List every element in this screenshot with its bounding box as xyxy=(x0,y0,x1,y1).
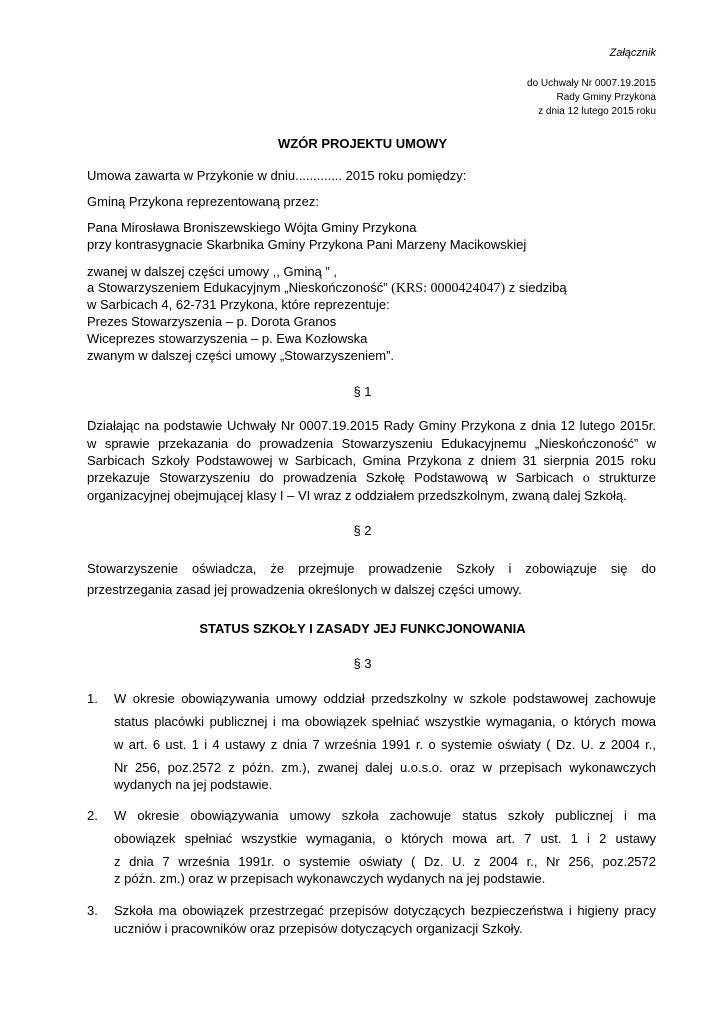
section-1-line-1: Działając na podstawie Uchwały Nr 0007.19.2015 Rady Gminy Przykona z dnia 12 lutego 2015r. xyxy=(87,418,656,433)
intro-line-9: Wiceprezes stowarzyszenia – p. Ewa Kozłowska xyxy=(87,331,368,346)
attachment-label: Załącznik xyxy=(609,47,656,59)
intro-line-4: przy kontrasygnacie Skarbnika Gminy Przykona Pani Marzeny Macikowskiej xyxy=(87,237,527,252)
intro-line-10: zwanym w dalszej części umowy „Stowarzyszeniem”. xyxy=(87,348,395,363)
krs-number: (KRS: 0000424047) xyxy=(391,281,506,296)
list-item-1-line-4: Nr 256, poz.2572 z późn. zm.), zwanej dalej u.o.s.o. oraz w przepisach wykonawczych xyxy=(114,760,656,775)
resolution-reference: do Uchwały Nr 0007.19.2015 xyxy=(527,78,656,89)
section-1-line-4 xyxy=(87,470,656,487)
status-subtitle: STATUS SZKOŁY I ZASADY JEJ FUNKCJONOWANIA xyxy=(199,621,526,636)
section-1-heading: § 1 xyxy=(353,384,372,399)
seat-label: z siedzibą xyxy=(505,280,567,295)
intro-line-7: w Sarbicach 4, 62-731 Przykona, które reprezentuje: xyxy=(87,297,390,312)
section-1-line-3: Sarbicach Szkoły Podstawowej w Sarbicach, Gmina Przykona z dniem 31 sierpnia 2015 roku xyxy=(87,453,656,468)
section-2-line-1: Stowarzyszenie oświadcza, że przejmuje prowadzenie Szkoły i zobowiązuje się do xyxy=(87,561,656,576)
list-item-3-line-1: Szkoła ma obowiązek przestrzegać przepisów dotyczących bezpieczeństwa i higieny pracy xyxy=(114,903,656,918)
list-item-2-line-4: z późn. zm.) oraz w przepisach wykonawczych wydanych na jej podstawie. xyxy=(114,871,546,886)
list-item-2-line-1: W okresie obowiązywania umowy szkoła zachowuje status szkoły publicznej i ma xyxy=(114,808,656,823)
section-3-heading: § 3 xyxy=(353,656,372,671)
list-item-1-line-1: W okresie obowiązywania umowy oddział przedszkolny w szkole podstawowej zachowuje xyxy=(114,691,656,706)
list-item-1-line-5: wydanych na jej podstawie. xyxy=(114,777,273,792)
intro-line-8: Prezes Stowarzyszenia – p. Dorota Granos xyxy=(87,314,337,329)
document-title: WZÓR PROJEKTU UMOWY xyxy=(278,136,447,151)
section-2-heading: § 2 xyxy=(353,523,372,538)
intro-line-1: Umowa zawarta w Przykonie w dniu............. 2015 roku pomiędzy: xyxy=(87,168,467,183)
intro-line-6 xyxy=(87,280,567,297)
council-reference: Rady Gminy Przykona xyxy=(556,92,656,103)
intro-line-3: Pana Mirosława Broniszewskiego Wójta Gminy Przykona xyxy=(87,220,417,235)
section-2-line-2: przestrzegania zasad jej prowadzenia określonych w dalszej części umowy. xyxy=(87,582,522,597)
list-item-1-line-3: w art. 6 ust. 1 i 4 ustawy z dnia 7 września 1991 r. o systemie oświaty ( Dz. U. z 2004 r., xyxy=(114,737,656,752)
association-name: a Stowarzyszeniem Edukacyjnym „Nieskończoność” xyxy=(87,280,392,295)
date-reference: z dnia 12 lutego 2015 roku xyxy=(538,106,656,117)
list-item-1-line-2: status placówki publicznej i ma obowiązek spełniać wszystkie wymagania, o których mowa xyxy=(114,714,656,729)
list-item-2-number: 2. xyxy=(87,808,98,823)
list-item-1-number: 1. xyxy=(87,691,98,706)
section-1-line-2: w sprawie przekazania do prowadzenia Stowarzyszeniu Edukacyjnemu „Nieskończoność” w xyxy=(87,436,656,451)
section-1-line-5: organizacyjnej obejmującej klasy I – VI wraz z oddziałem przedszkolnym, zwaną dalej Szkołą. xyxy=(87,488,627,503)
section-1-line-4-text: przekazuje Stowarzyszeniu do prowadzenia Szkołę Podstawową w Sarbicach xyxy=(87,470,583,485)
section-1-line-4-o: o xyxy=(582,471,590,486)
list-item-2-line-2: obowiązek spełniać wszystkie wymagania, o których mowa art. 7 ust. 1 i 2 ustawy xyxy=(114,831,656,846)
list-item-3-number: 3. xyxy=(87,903,98,918)
intro-line-2: Gminą Przykona reprezentowaną przez: xyxy=(87,194,319,209)
list-item-3-line-2: uczniów i pracowników oraz przepisów dotyczących organizacji Szkoły. xyxy=(114,921,523,936)
intro-line-5: zwanej w dalszej części umowy ,, Gminą ” , xyxy=(87,264,337,279)
list-item-2-line-3: z dnia 7 września 1991r. o systemie oświaty ( Dz. U. z 2004 r., Nr 256, poz.2572 xyxy=(114,854,656,869)
section-1-line-4-end: strukturze xyxy=(589,470,657,485)
